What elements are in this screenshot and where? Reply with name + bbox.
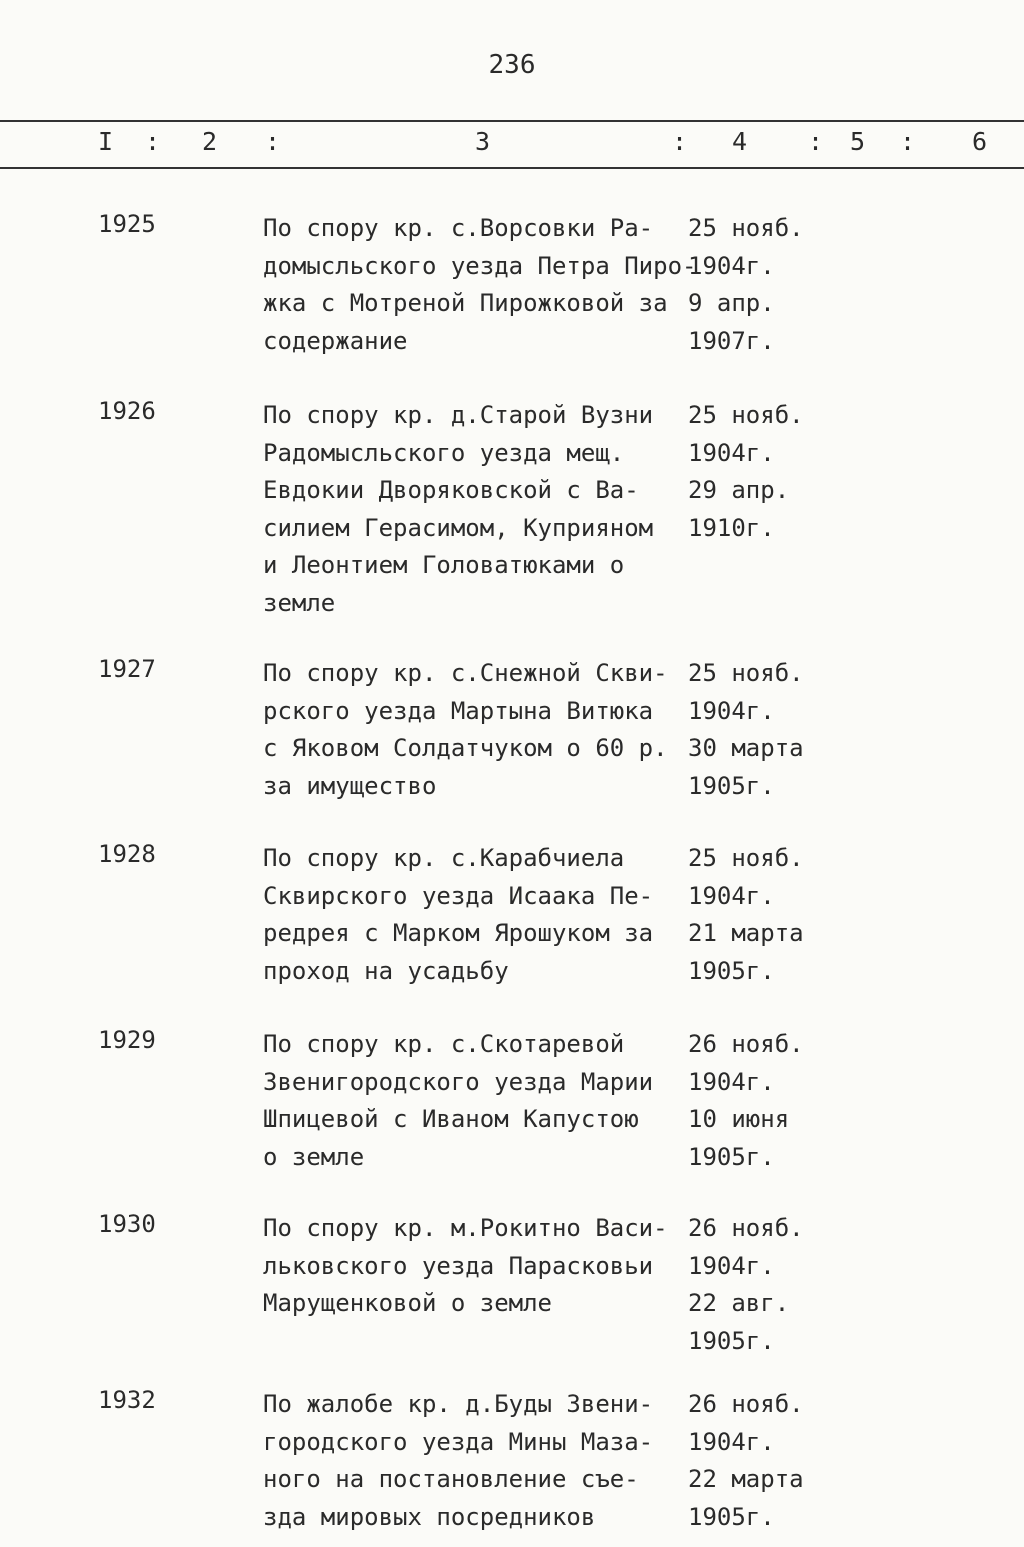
description-line: домысльского уезда Петра Пиро- [263, 251, 697, 280]
description-line: Шпицевой с Иваном Капустою [263, 1105, 639, 1133]
column-header-row [0, 127, 1024, 159]
description-line: По спору кр. с.Ворсовки Ра- [263, 214, 654, 242]
description-line: земле [263, 588, 336, 617]
column-header-5: 5 [850, 127, 866, 156]
date-line: 1905г. [688, 1142, 775, 1171]
entry-number: 1929 [98, 1026, 156, 1054]
date-line: 1904г. [688, 696, 775, 725]
entry-dates [688, 840, 804, 990]
column-separator: : [808, 127, 824, 156]
column-header-4: 4 [732, 127, 748, 156]
date-line: 26 нояб. [688, 1214, 804, 1242]
date-line: 29 апр. [688, 476, 790, 504]
entry-description [263, 655, 668, 805]
column-separator: : [672, 127, 688, 156]
date-line: 1905г. [688, 1326, 775, 1355]
column-separator: : [900, 127, 916, 156]
header-bottom-rule [0, 167, 1024, 169]
description-line: городского уезда Мины Маза- [263, 1427, 654, 1456]
date-line: 1907г. [688, 326, 775, 355]
entry-description [263, 397, 653, 622]
entry-number: 1930 [98, 1210, 156, 1238]
description-line: жка с Мотреной Пирожковой за [263, 289, 668, 317]
description-line: По спору кр. д.Старой Вузни [263, 401, 654, 429]
date-line: 1910г. [688, 513, 775, 542]
description-line: за имущество [263, 771, 437, 800]
entry-dates [688, 210, 804, 360]
entry-description [263, 1210, 668, 1323]
entry-number: 1932 [98, 1386, 156, 1414]
entry-dates [688, 1026, 804, 1176]
date-line: 9 апр. [688, 289, 775, 317]
entry-description [263, 1026, 653, 1176]
description-line: содержание [263, 326, 408, 355]
date-line: 26 нояб. [688, 1390, 804, 1418]
description-line: и Леонтием Головатюками о [263, 551, 625, 579]
description-line: с Яковом Солдатчуком о 60 р. [263, 734, 668, 762]
description-line: ного на постановление съе- [263, 1465, 639, 1493]
date-line: 10 июня [688, 1105, 790, 1133]
description-line: Евдокии Дворяковской с Ва- [263, 476, 639, 504]
description-line: проход на усадьбу [263, 956, 509, 985]
date-line: 1904г. [688, 1251, 775, 1280]
column-header-2: 2 [202, 127, 218, 156]
description-line: зда мировых посредников [263, 1502, 596, 1531]
date-line: 30 марта [688, 734, 804, 762]
description-line: Звенигородского уезда Марии [263, 1067, 654, 1096]
description-line: Сквирского уезда Исаака Пе- [263, 881, 654, 910]
date-line: 1904г. [688, 251, 775, 280]
date-line: 1904г. [688, 1067, 775, 1096]
date-line: 1905г. [688, 956, 775, 985]
date-line: 21 марта [688, 919, 804, 947]
description-line: По спору кр. с.Скотаревой [263, 1030, 625, 1058]
description-line: о земле [263, 1142, 365, 1171]
date-line: 1905г. [688, 771, 775, 800]
header-top-rule [0, 120, 1024, 122]
date-line: 25 нояб. [688, 401, 804, 429]
page-number: 236 [488, 50, 536, 80]
date-line: 1905г. [688, 1502, 775, 1531]
column-header-1: I [98, 127, 114, 156]
description-line: По жалобе кр. д.Буды Звени- [263, 1390, 654, 1418]
entry-number: 1926 [98, 397, 156, 425]
date-line: 22 марта [688, 1465, 804, 1493]
entry-dates [688, 397, 804, 547]
entry-description [263, 840, 653, 990]
description-line: По спору кр. с.Карабчиела [263, 844, 625, 872]
date-line: 1904г. [688, 1427, 775, 1456]
description-line: По спору кр. м.Рокитно Васи- [263, 1214, 668, 1242]
entry-dates [688, 1386, 804, 1536]
description-line: Радомысльского уезда мещ. [263, 438, 625, 467]
entry-number: 1925 [98, 210, 156, 238]
date-line: 22 авг. [688, 1289, 790, 1317]
date-line: 1904г. [688, 881, 775, 910]
date-line: 25 нояб. [688, 844, 804, 872]
date-line: 25 нояб. [688, 659, 804, 687]
column-separator: : [265, 127, 281, 156]
entry-number: 1927 [98, 655, 156, 683]
date-line: 26 нояб. [688, 1030, 804, 1058]
description-line: льковского уезда Парасковьи [263, 1251, 654, 1280]
description-line: рского уезда Мартына Витюка [263, 696, 654, 725]
column-separator: : [145, 127, 161, 156]
entry-description [263, 1386, 653, 1536]
entry-dates [688, 655, 804, 805]
date-line: 1904г. [688, 438, 775, 467]
date-line: 25 нояб. [688, 214, 804, 242]
description-line: Марущенковой о земле [263, 1289, 552, 1317]
entry-description [263, 210, 696, 360]
column-header-3: 3 [475, 127, 491, 156]
description-line: силием Герасимом, Куприяном [263, 513, 654, 542]
entry-number: 1928 [98, 840, 156, 868]
column-header-6: 6 [972, 127, 988, 156]
entry-dates [688, 1210, 804, 1360]
description-line: По спору кр. с.Снежной Скви- [263, 659, 668, 687]
description-line: редрея с Марком Ярошуком за [263, 919, 654, 947]
